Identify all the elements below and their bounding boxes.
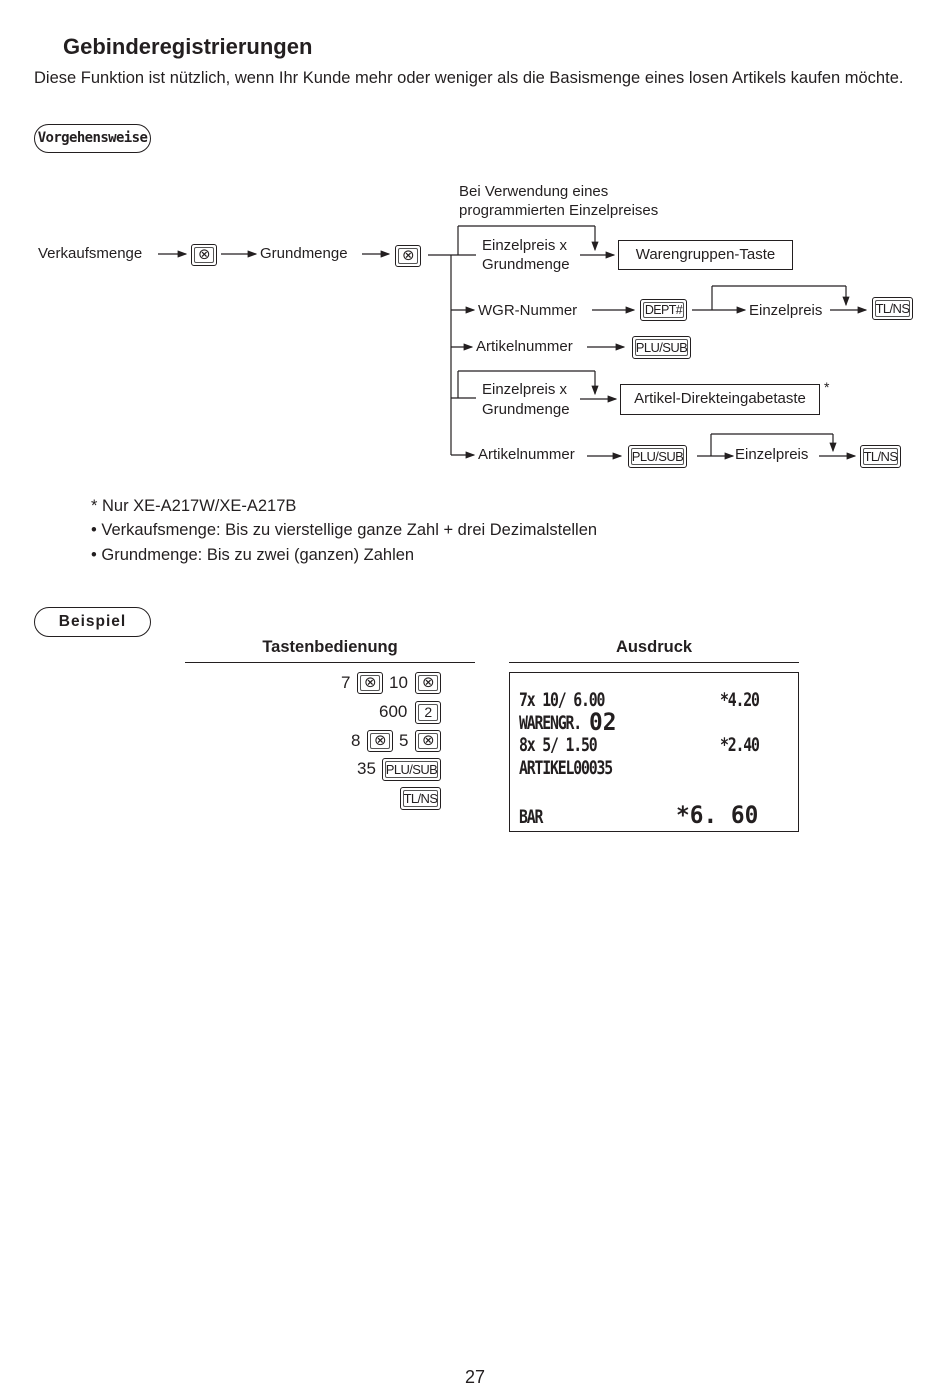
footnote-star: * (824, 379, 830, 395)
tl-ns-key: TL/NS (400, 787, 441, 810)
branch1-text-line2: Grundmenge (482, 256, 570, 273)
receipt-line1-amount: *4.20 (720, 689, 759, 711)
multiply-key (191, 244, 217, 266)
tl-ns-key: TL/NS (860, 445, 901, 468)
dept-key: DEPT# (640, 299, 687, 321)
key-seq-value: 5 (399, 731, 409, 750)
key-seq-value: 8 (351, 731, 361, 750)
key-seq-value: 7 (341, 673, 351, 692)
plu-sub-key: PLU/SUB (632, 336, 691, 359)
label-grundmenge: Grundmenge (260, 245, 348, 262)
multiply-icon: ⊗ (198, 246, 210, 263)
tl-ns-key: TL/NS (872, 297, 913, 320)
key-operation-rule (185, 662, 475, 663)
note-model: * Nur XE-A217W/XE-A217B (91, 497, 297, 515)
receipt-line4-left: ARTIKEL00035 (519, 757, 613, 779)
multiply-key (415, 672, 441, 694)
note-programmed-price-line1: Bei Verwendung eines (459, 183, 609, 200)
key-operation-header: Tastenbedienung (262, 638, 398, 656)
key-seq-value: 35 (357, 759, 376, 778)
printout-header: Ausdruck (615, 638, 693, 656)
receipt-line1-left: 7x 10/ 6.00 (519, 689, 605, 711)
multiply-key (367, 730, 393, 752)
receipt-line2-left: WARENGR. (519, 712, 582, 734)
label-verkaufsmenge: Verkaufsmenge (38, 245, 143, 262)
multiply-icon: ⊗ (422, 732, 434, 749)
branch4-text-line1: Einzelpreis x (482, 381, 568, 398)
branch2-einzelpreis: Einzelpreis (749, 302, 823, 319)
branch2-wgr-nummer: WGR-Nummer (478, 302, 578, 319)
note-programmed-price-line2: programmierten Einzelpreises (459, 202, 659, 219)
receipt-total-value: *6. 60 (676, 801, 759, 829)
warengruppen-taste-box: Warengruppen-Taste (618, 240, 793, 270)
receipt-line2-dept: 02 (589, 708, 617, 736)
flow-diagram-lines (0, 0, 950, 500)
multiply-icon: ⊗ (364, 674, 376, 691)
branch4-text-line2: Grundmenge (482, 401, 570, 418)
plu-sub-key: PLU/SUB (382, 758, 441, 781)
multiply-icon: ⊗ (402, 247, 414, 264)
page-title: Gebinderegistrierungen (63, 34, 313, 59)
intro-text: Diese Funktion ist nützlich, wenn Ihr Kunde mehr oder weniger als die Basismenge eines losen Artikels kaufen möchte. (34, 69, 904, 87)
artikel-direkteingabetaste-box: Artikel-Direkteingabetaste (620, 384, 820, 415)
note-verkaufsmenge: • Verkaufsmenge: Bis zu vierstellige ganze Zahl + drei Dezimalstellen (91, 521, 598, 539)
plu-sub-key: PLU/SUB (628, 445, 687, 468)
branch1-text-line1: Einzelpreis x (482, 237, 568, 254)
receipt-printout (509, 672, 799, 832)
key-seq-value: 10 (389, 673, 408, 692)
branch5-einzelpreis: Einzelpreis (735, 446, 809, 463)
receipt-total-label: BAR (519, 806, 543, 828)
multiply-icon: ⊗ (422, 674, 434, 691)
receipt-line3-amount: *2.40 (720, 734, 759, 756)
receipt-line3-left: 8x 5/ 1.50 (519, 734, 597, 756)
key-seq-value: 600 (379, 702, 408, 721)
dept-2-key: 2 (415, 701, 441, 724)
branch5-artikelnummer: Artikelnummer (478, 446, 575, 463)
printout-rule (509, 662, 799, 663)
multiply-key (357, 672, 383, 694)
note-grundmenge: • Grundmenge: Bis zu zwei (ganzen) Zahlen (91, 546, 415, 564)
multiply-icon: ⊗ (374, 732, 386, 749)
procedure-badge: Vorgehensweise (34, 124, 151, 153)
example-badge: Beispiel (34, 607, 151, 637)
branch3-artikelnummer: Artikelnummer (476, 338, 573, 355)
page-number: 27 (464, 1367, 486, 1387)
multiply-key (415, 730, 441, 752)
multiply-key (395, 245, 421, 267)
